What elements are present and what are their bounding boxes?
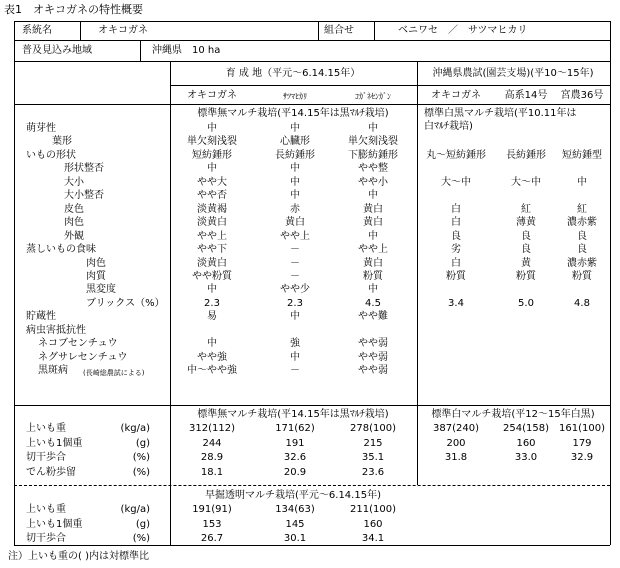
cultivation-condition: 標準白黒マルチ栽培(平10.11年は [424,108,577,119]
table-cell: 良 [577,244,587,256]
table-cell: 黄 [521,257,531,269]
table-cell: 20.9 [283,466,307,478]
row-label: 肉色 [86,257,106,269]
table-cell: やや難 [358,311,388,323]
row-label: 黒斑病 [38,365,68,377]
row-label: 肉質 [86,270,106,282]
table-cell: 中 [368,284,378,296]
rule [14,485,610,486]
table-cell: 32.9 [570,452,594,463]
table-cell: 中 [207,123,217,134]
table-cell: 35.1 [361,452,385,463]
table-cell: 中～やや強 [187,365,237,377]
table-cell: 中 [577,176,587,188]
table-cell: 244 [202,437,222,449]
table-cell: 白 [451,257,461,269]
table-cell: 中 [207,163,217,175]
rule [80,21,81,40]
variety-header: オキコガネ [187,90,237,101]
table-cell: － [290,365,300,377]
row-label: 上いも1個重 [26,518,83,530]
rule [14,104,610,105]
rule [14,61,610,62]
table-cell: 中 [368,190,378,202]
table-cell: 粉質 [572,270,592,282]
table-cell: 粉質 [363,270,383,282]
table-cell: 単欠刻浅裂 [187,136,237,148]
table-cell: 紅 [577,203,587,215]
label-area: 普及見込み地域 [22,45,92,56]
table-cell: 23.6 [361,466,385,478]
table-cell: 下膨紡錘形 [348,149,398,161]
table-cell: 中 [207,284,217,296]
row-label: 肉色 [64,217,84,229]
table-cell: 黄白 [363,257,383,269]
table-cell: 34.1 [361,533,385,544]
table-cell: 強 [290,338,300,350]
table-cell: 28.9 [200,452,224,463]
table-cell: やや上 [280,230,310,242]
rule [170,61,171,545]
table-cell: 278(100) [350,423,396,434]
rule [610,21,611,61]
table-cell: 160 [516,437,536,449]
table-cell: － [290,270,300,282]
table-cell: やや弱 [358,338,388,350]
rule [318,21,319,40]
row-label: ネグサレセンチュウ [38,351,128,363]
table-cell: 淡黄白 [197,217,227,229]
table-cell: 191(91) [192,504,232,515]
row-label: ブリックス（%） [86,297,165,309]
rule [14,21,610,22]
table-cell: 大～中 [511,176,541,188]
table-cell: 中 [290,176,300,188]
row-unit: (%) [132,533,150,544]
row-label: 病虫害抵抗性 [26,324,86,336]
table-cell: 2.3 [204,297,220,309]
table-cell: 5.0 [518,297,534,309]
table-cell: 良 [577,230,587,242]
variety-header: 宮農36号 [560,90,604,101]
row-label: 萌芽性 [26,123,56,134]
cultivation-condition: 標準無マルチ栽培(平14.15年は黒ﾏﾙﾁ栽培) [197,409,389,420]
row-label: 葉形 [52,136,72,148]
table-cell: 26.7 [200,533,224,544]
table-cell: 中 [290,123,300,134]
variety-header: オキコガネ [431,90,481,101]
table-cell: 200 [446,437,466,449]
table-cell: 良 [521,244,531,256]
rule [14,21,15,61]
table-cell: 淡黄白 [197,257,227,269]
row-label: 黒変度 [86,284,116,296]
row-label: 切干歩合 [26,533,66,544]
rule [14,545,610,546]
rule [374,21,375,40]
variety-header: ｻﾂﾏﾋｶﾘ [283,92,307,101]
table-cell: 黄白 [285,217,305,229]
cross-value: ベニワセ ／ サツマヒカリ [398,25,528,36]
table-title: 表1 オキコガネの特性概要 [4,3,143,16]
row-unit: (kg/a) [120,423,150,434]
row-label: 切干歩合 [26,452,66,463]
table-cell: やや整 [358,163,388,175]
row-unit: (g) [135,437,150,449]
table-cell: やや上 [358,244,388,256]
group-header-okinawa: 沖縄県農試(園芸支場)(平10～15年) [432,68,594,79]
table-cell: やや上 [197,230,227,242]
table-cell: 145 [285,518,305,530]
table-cell: 粉質 [446,270,466,282]
row-unit: (%) [132,466,150,478]
table-cell: 中 [290,311,300,323]
cultivation-condition: 標準無マルチ栽培(平14.15年は黒ﾏﾙﾁ栽培) [197,108,389,119]
table-cell: 単欠刻浅裂 [348,136,398,148]
rule [610,61,611,545]
row-label: 形状整否 [64,163,104,175]
table-cell: 大～中 [441,176,471,188]
table-cell: 134(63) [275,504,315,515]
table-cell: 淡黄褐 [197,203,227,215]
row-label: 上いも1個重 [26,437,83,449]
row-label: 皮色 [64,203,84,215]
table-cell: 良 [451,230,461,242]
table-cell: 161(100) [559,423,605,434]
table-cell: 粉質 [516,270,536,282]
table-cell: 2.3 [287,297,303,309]
table-cell: 易 [207,311,217,323]
row-label: 大小整否 [64,190,104,202]
table-cell: 短紡錘形 [192,149,232,161]
row-label: ネコブセンチュウ [38,338,118,350]
rule [170,85,610,86]
table-cell: 33.0 [514,452,538,463]
table-cell: 良 [521,230,531,242]
table-cell: 4.5 [365,297,381,309]
system-name-value: オキコガネ [98,25,148,36]
table-cell: 黄白 [363,217,383,229]
table-cell: 中 [290,351,300,363]
table-cell: やや下 [197,244,227,256]
table-cell: 3.4 [448,297,464,309]
row-label: 上いも重 [26,423,66,434]
table-cell: 211(100) [350,504,396,515]
table-cell: 4.8 [574,297,590,309]
table-cell: 劣 [451,244,461,256]
row-label-note: (長崎総農試による) [83,369,145,378]
table-cell: 387(240) [433,423,479,434]
table-cell: 18.1 [200,466,224,478]
table-cell: 中 [368,123,378,134]
table-cell: 160 [363,518,383,530]
row-label: 蒸しいもの食味 [26,244,96,256]
row-label: でん粉歩留 [26,466,76,478]
table-cell: 179 [572,437,592,449]
table-cell: やや否 [197,190,227,202]
table-cell: やや粉質 [192,270,232,282]
table-cell: 191 [285,437,305,449]
label-cross: 組合せ [324,25,354,36]
variety-header: ｺｶﾞﾈｾﾝｶﾞﾝ [355,92,391,101]
row-label: 貯蔵性 [26,311,56,323]
table-cell: やや少 [280,284,310,296]
variety-header: 高系14号 [504,90,548,101]
cultivation-condition: 早掘透明マルチ栽培(平元～6.14.15年) [205,490,381,501]
table-cell: 312(112) [189,423,235,434]
table-cell: 215 [363,437,383,449]
table-cell: 30.1 [283,533,307,544]
rule [417,61,418,485]
table-cell: 153 [202,518,222,530]
table-cell: やや強 [197,351,227,363]
cultivation-condition: 標準白マルチ栽培(平12～15年白黒) [431,409,595,420]
row-label: 大小 [64,176,84,188]
table-cell: － [290,244,300,256]
row-unit: (g) [135,518,150,530]
area-value: 沖縄県 10 ha [152,45,221,56]
rule [14,405,610,406]
table-cell: 白 [451,203,461,215]
rule [14,40,610,41]
table-cell: 白 [451,217,461,229]
table-cell: 254(158) [503,423,549,434]
table-cell: 濃赤紫 [567,217,597,229]
cultivation-condition: 白ﾏﾙﾁ栽培) [424,121,473,132]
table-cell: 濃赤紫 [567,257,597,269]
table-cell: 黄白 [363,203,383,215]
table-cell: 中 [368,230,378,242]
group-header-breeding-site: 育 成 地（平元～6.14.15年） [225,68,361,79]
table-cell: 171(62) [275,423,315,434]
row-label: 外観 [64,230,84,242]
table-cell: やや大 [197,176,227,188]
rule [14,61,15,545]
table-cell: 赤 [290,203,300,215]
table-cell: 31.8 [444,452,468,463]
table-cell: やや弱 [358,351,388,363]
label-system-name: 系統名 [22,25,52,36]
row-unit: (kg/a) [120,504,150,515]
table-cell: － [290,257,300,269]
table-cell: 長紡錘形 [506,149,546,161]
row-label: 上いも重 [26,504,66,515]
row-label: いもの形状 [26,149,76,161]
table-cell: やや弱 [358,365,388,377]
table-cell: 中 [207,338,217,350]
table-cell: 中 [290,190,300,202]
table-cell: 心臓形 [280,136,310,148]
table-cell: 薄黄 [516,217,536,229]
table-cell: 32.6 [283,452,307,463]
table-cell: 長紡錘形 [275,149,315,161]
footnote: 注）上いも重の( )内は対標準比 [8,551,149,562]
table-cell: 短紡錘型 [562,149,602,161]
rule [140,40,141,61]
row-unit: (%) [132,452,150,463]
table-cell: 中 [290,163,300,175]
table-cell: 丸～短紡錘形 [426,149,486,161]
table-cell: やや小 [358,176,388,188]
table-cell: 紅 [521,203,531,215]
